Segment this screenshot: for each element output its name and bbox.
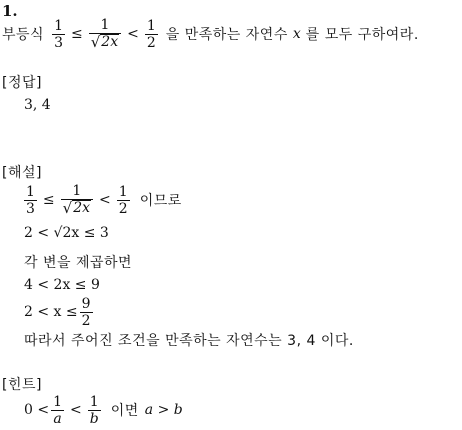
fraction-one-third: $\frac{1}{3}$ bbox=[54, 17, 63, 51]
problem-suffix-a: 을 만족하는 자연수 bbox=[165, 27, 288, 43]
lt-sign: < bbox=[127, 26, 139, 42]
fraction-one-half: $\frac{1}{2}$ bbox=[146, 17, 156, 51]
explanation-label: [해설] bbox=[2, 165, 42, 181]
explanation-line-1: $\frac{1}{3}$ ≤ 1 √ 2x < $\frac{1}{2}$ 이므로 bbox=[26, 183, 182, 217]
variable-x: x bbox=[292, 26, 301, 42]
fraction-one-over-sqrt: 1 √ 2x bbox=[89, 17, 121, 51]
problem-statement bbox=[2, 14, 419, 54]
explanation-line-1-suffix: 이므로 bbox=[139, 193, 182, 209]
answer-label: [정답] bbox=[2, 75, 42, 91]
answer-value: 3, 4 bbox=[24, 97, 51, 113]
hint-line: 0 < $\frac{1}{a}$ < $\frac{1}{b}$ 이면 a > b bbox=[24, 393, 183, 427]
sqrt-expression: √ 2x bbox=[90, 33, 119, 51]
explanation-line-3: 각 변을 제곱하면 bbox=[24, 255, 133, 271]
explanation-line-2: 2 < √2x ≤ 3 bbox=[24, 225, 109, 241]
problem-prefix: 부등식 bbox=[2, 27, 45, 43]
problem-number: 1. bbox=[2, 2, 18, 20]
fraction-nine-half: $\frac{9}{2}$ bbox=[81, 295, 91, 329]
leq-sign: ≤ bbox=[71, 26, 83, 42]
fraction-one-over-b: $\frac{1}{b}$ bbox=[89, 393, 99, 427]
hint-result: a > b bbox=[144, 402, 183, 418]
explanation-line-5: 2 < x ≤ $\frac{9}{2}$ bbox=[24, 295, 91, 329]
explanation-line-6: 따라서 주어진 조건을 만족하는 자연수는 3, 4 이다. bbox=[24, 333, 354, 349]
fraction-one-over-a: $\frac{1}{a}$ bbox=[53, 393, 63, 427]
problem-suffix-b: 를 모두 구하여라. bbox=[305, 27, 419, 43]
hint-label: [힌트] bbox=[2, 377, 42, 393]
explanation-line-4: 4 < 2x ≤ 9 bbox=[24, 277, 100, 293]
